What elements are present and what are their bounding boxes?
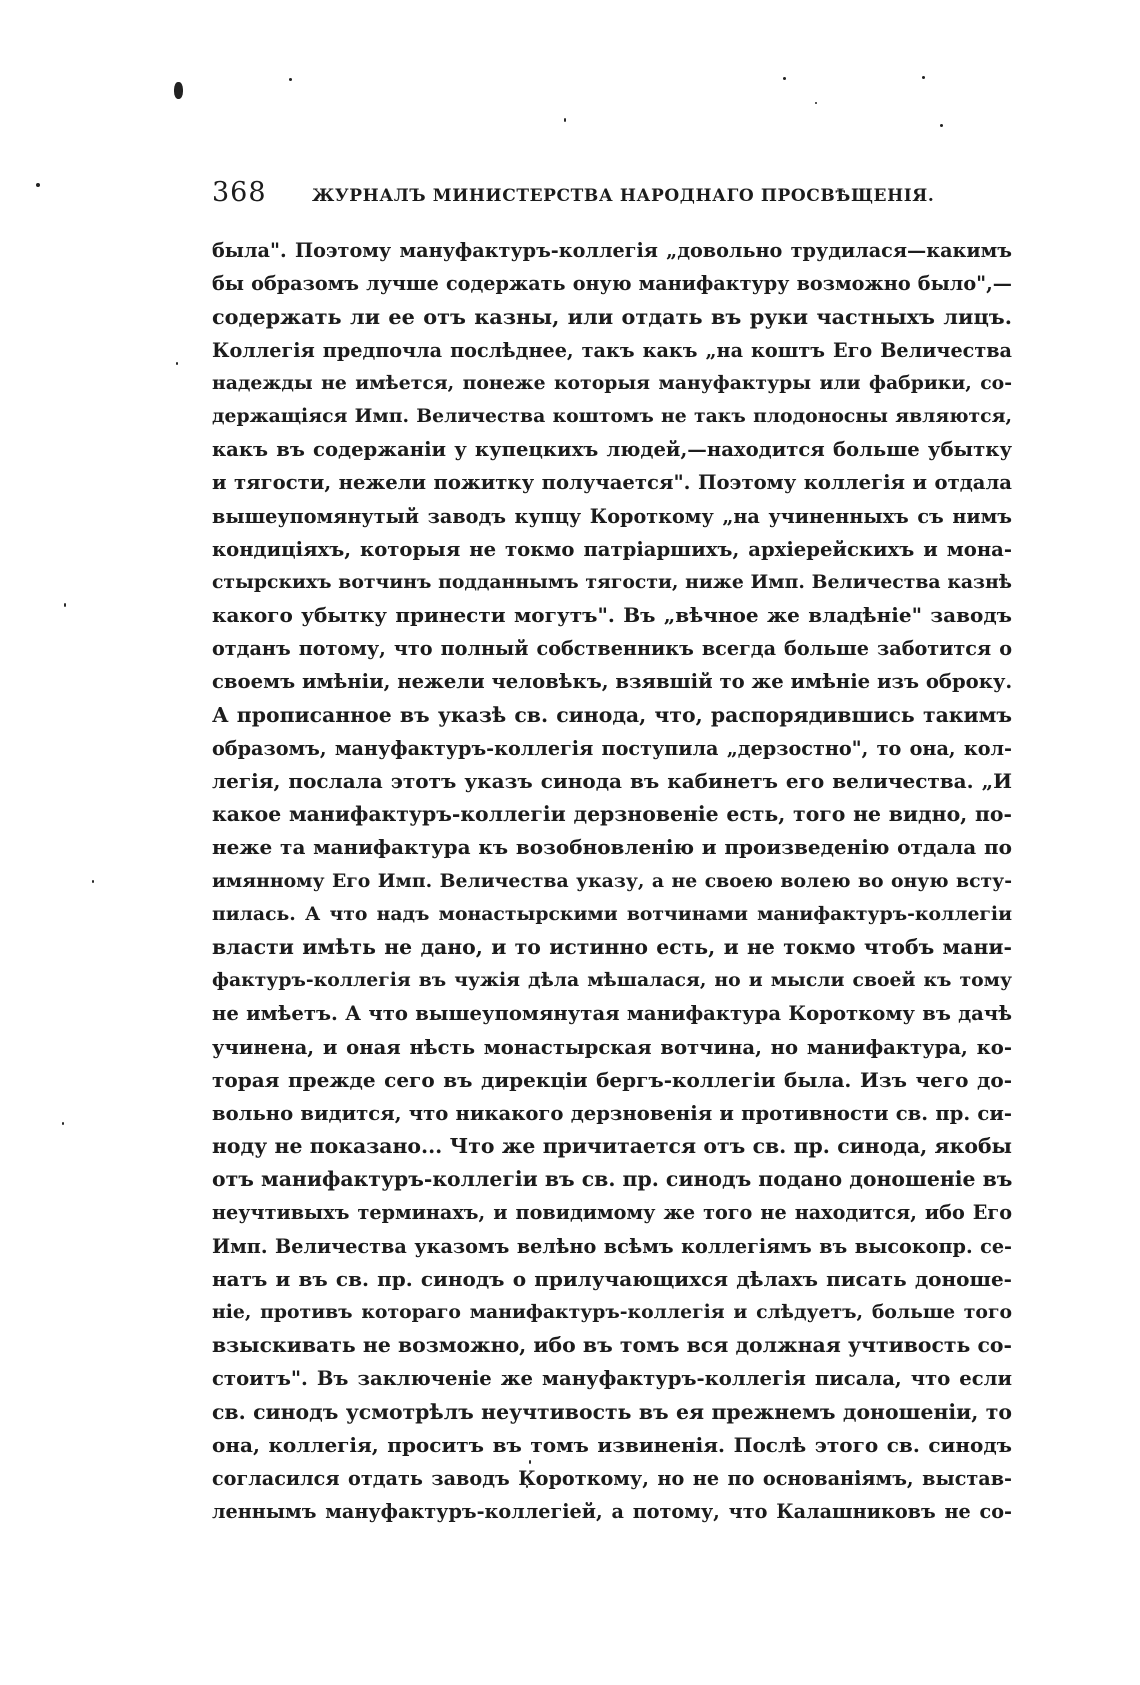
text-line: стоитъ". Въ заключеніе же мануфактуръ-коллегія писала, что если <box>212 1367 1012 1391</box>
text-line: власти имѣть не дано, и то истинно есть, и не токмо чтобъ мани- <box>212 934 1012 959</box>
text-line: она, коллегія, проситъ въ томъ извиненія. Послѣ этого св. синодъ <box>212 1432 1012 1457</box>
ink-speck <box>92 880 94 883</box>
text-line: натъ и въ св. пр. синодъ о прилучающихся дѣлахъ писать доноше- <box>212 1266 1012 1291</box>
text-line: надежды не имѣется, понеже которыя мануфактуры или фабрики, со- <box>212 371 1012 394</box>
text-line: какого убытку принести могутъ". Въ „вѣчное же владѣніе" заводъ <box>212 603 1012 628</box>
text-line: вольно видится, что никакого дерзновенія и противности св. пр. си- <box>212 1101 1012 1125</box>
text-line: учинена, и оная нѣсть монастырская вотчина, но манифактура, ко- <box>212 1035 1012 1059</box>
ink-speck <box>62 1122 64 1125</box>
page-number: 368 <box>212 177 267 208</box>
text-line: торая прежде сего въ дирекціи бергъ-коллегіи была. Изъ чего до- <box>212 1067 1012 1092</box>
text-line: не имѣетъ. А что вышеупомянутая манифактура Короткому въ дачѣ <box>212 1002 1012 1026</box>
ink-speck <box>922 76 925 79</box>
text-line: св. синодъ усмотрѣлъ неучтивость въ ея прежнемъ доношеніи, то <box>212 1399 1012 1424</box>
text-line: взыскивать не возможно, ибо въ томъ вся должная учтивость со- <box>212 1333 1012 1358</box>
text-line: отданъ потому, что полный собственникъ всегда больше заботится о <box>212 637 1012 661</box>
ink-speck <box>815 102 817 104</box>
ink-blot <box>174 82 183 99</box>
page-header <box>212 176 1002 216</box>
text-line: отъ манифактуръ-коллегіи въ св. пр. синодъ подано доношеніе въ <box>212 1167 1012 1192</box>
text-line: легія, послала этотъ указъ синода въ кабинетъ его величества. „И <box>212 769 1012 793</box>
text-line: ноду не показано... Что же причитается отъ св. пр. синода, якобы <box>212 1134 1012 1159</box>
text-line: кондиціяхъ, которыя не токмо патріаршихъ, архіерейскихъ и мона- <box>212 537 1012 561</box>
text-line: держащіяся Имп. Величества коштомъ не такъ плодоносны являются, <box>212 404 1012 427</box>
text-line: неже та манифактура къ возобновленію и произведенію отдала по <box>212 835 1012 860</box>
text-line: имянному Его Имп. Величества указу, а не своею волею во оную всту- <box>212 869 1012 892</box>
text-line: фактуръ-коллегія въ чужія дѣла мѣшалася, но и мысли своей къ тому <box>212 969 1012 992</box>
text-line: согласился отдать заводъ Короткому, но не по основаніямъ, выстав- <box>212 1466 1012 1490</box>
text-line: пилась. А что надъ монастырскими вотчинами манифактуръ-коллегіи <box>212 902 1012 925</box>
text-line: бы образомъ лучше содержать оную манифактуру возможно было",— <box>212 272 1012 296</box>
ink-speck <box>64 603 66 607</box>
text-line: какъ въ содержаніи у купецкихъ людей,—находится больше убытку <box>212 438 1012 462</box>
text-line: своемъ имѣніи, нежели человѣкъ, взявшій то же имѣніе изъ оброку. <box>212 670 1012 694</box>
text-line: содержать ли ее отъ казны, или отдать въ руки частныхъ лицъ. <box>212 304 1012 330</box>
ink-speck <box>36 183 40 187</box>
text-line: леннымъ мануфактуръ-коллегіей, а потому, что Калашниковъ не со- <box>212 1500 1012 1524</box>
text-line: ніе, противъ котораго манифактуръ-коллегія и слѣдуетъ, больше того <box>212 1301 1012 1323</box>
ink-speck <box>940 124 943 127</box>
text-line: какое манифактуръ-коллегіи дерзновеніе есть, того не видно, по- <box>212 802 1012 827</box>
body-text <box>212 234 1012 1528</box>
running-title: ЖУРНАЛЪ МИНИСТЕРСТВА НАРОДНАГО ПРОСВѢЩЕНІЯ. <box>312 186 935 206</box>
text-line: и тягости, нежели пожитку получается". Поэтому коллегія и отдала <box>212 471 1012 495</box>
ink-speck <box>289 78 292 81</box>
text-line: была". Поэтому мануфактуръ-коллегія „довольно трудилася—какимъ <box>212 239 1012 262</box>
text-line: неучтивыхъ терминахъ, и повидимому же того не находится, ибо Его <box>212 1201 1012 1225</box>
text-line: А прописанное въ указѣ св. синода, что, распорядившись такимъ <box>212 702 1012 727</box>
ink-speck <box>176 362 178 365</box>
text-line: Коллегія предпочла послѣднее, такъ какъ „на коштъ Его Величества <box>212 338 1012 362</box>
text-line: образомъ, мануфактуръ-коллегія поступила „дерзостно", то она, кол- <box>212 736 1012 760</box>
text-line: стырскихъ вотчинъ подданнымъ тягости, ниже Имп. Величества казнѣ <box>212 570 1012 593</box>
text-line: вышеупомянутый заводъ купцу Короткому „на учиненныхъ съ нимъ <box>212 504 1012 528</box>
ink-speck <box>564 118 566 122</box>
ink-speck <box>783 77 786 80</box>
text-line: Имп. Величества указомъ велѣно всѣмъ коллегіямъ въ высокопр. се- <box>212 1234 1012 1258</box>
